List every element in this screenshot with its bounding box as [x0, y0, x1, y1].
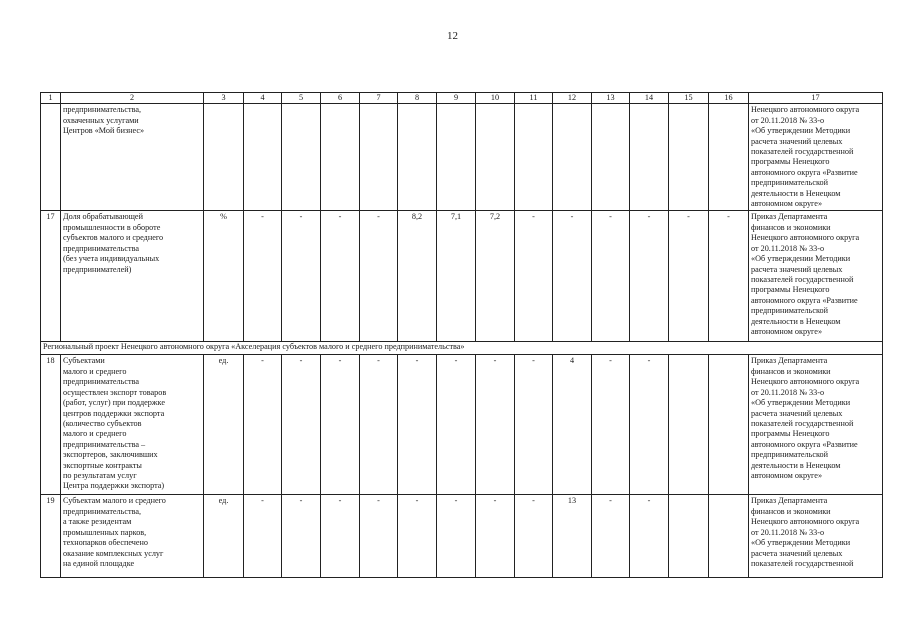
header-col-11: 11	[515, 93, 553, 104]
source-document	[749, 355, 883, 495]
indicator-name-line: предпринимательства	[63, 243, 139, 253]
source-document-line: «Об утверждении Методики	[751, 126, 851, 136]
value-cell-col-10: -	[476, 355, 515, 495]
value-cell-col-8: -	[398, 495, 437, 578]
indicators-table	[40, 92, 883, 578]
source-document-line: программы Ненецкого	[751, 429, 830, 439]
source-document-line: «Об утверждении Методики	[751, 254, 851, 264]
source-document-line: Ненецкого автономного округа	[751, 517, 860, 527]
value-cell-col-7	[360, 104, 398, 211]
source-document-line: финансов и экономики	[751, 366, 831, 376]
value-cell-col-14: -	[630, 211, 669, 342]
indicator-name-line: (без учета индивидуальных	[63, 254, 160, 264]
value-cell-col-15	[669, 355, 709, 495]
source-document-line: предпринимательской	[751, 306, 829, 316]
table-row	[41, 211, 883, 342]
source-document-line: автономном округе»	[751, 470, 823, 480]
value-cell-col-15	[669, 495, 709, 578]
header-col-15: 15	[669, 93, 709, 104]
source-document-line: показателей государственной	[751, 418, 854, 428]
header-col-10: 10	[476, 93, 515, 104]
indicator-name-line: предпринимателей)	[63, 264, 132, 274]
value-cell-col-6: -	[321, 495, 360, 578]
indicator-name	[61, 104, 204, 211]
source-document-line: предпринимательской	[751, 450, 829, 460]
source-document-line: «Об утверждении Методики	[751, 398, 851, 408]
section-row	[41, 342, 883, 355]
value-cell-col-6: -	[321, 211, 360, 342]
row-number: 19	[41, 495, 61, 578]
indicator-name-line: малого и среднего	[63, 366, 127, 376]
value-cell-col-9: -	[437, 355, 476, 495]
source-document-line: автономном округе»	[751, 199, 823, 209]
indicator-name-line: промышленности в обороте	[63, 222, 161, 232]
value-cell-col-10	[476, 104, 515, 211]
value-cell-col-11: -	[515, 355, 553, 495]
indicator-name-line: субъектов малого и среднего	[63, 233, 164, 243]
indicator-name-line: (количество субъектов	[63, 418, 142, 428]
value-cell-col-16: -	[709, 211, 749, 342]
header-col-4: 4	[244, 93, 282, 104]
source-document-line: Приказ Департамента	[751, 496, 828, 506]
indicator-name-line: промышленных парков,	[63, 527, 147, 537]
value-cell-col-9: 7,1	[437, 211, 476, 342]
value-cell-col-4	[244, 104, 282, 211]
source-document-line: Ненецкого автономного округа	[751, 105, 860, 115]
indicator-name-line: технопарков обеспечено	[63, 538, 149, 548]
value-cell-col-4: -	[244, 355, 282, 495]
value-cell-col-13	[592, 104, 630, 211]
source-document-line: Приказ Департамента	[751, 212, 828, 222]
source-document	[749, 104, 883, 211]
row-number	[41, 104, 61, 211]
indicator-name-line: на единой площадке	[63, 558, 135, 568]
source-document-line: расчета значений целевых	[751, 264, 843, 274]
indicator-name-line: (работ, услуг) при поддержке	[63, 398, 165, 408]
header-col-6: 6	[321, 93, 360, 104]
source-document-line: предпринимательской	[751, 178, 829, 188]
source-document-line: показателей государственной	[751, 558, 854, 568]
value-cell-col-11	[515, 104, 553, 211]
value-cell-col-14: -	[630, 495, 669, 578]
indicator-name-line: осуществлен экспорт товаров	[63, 387, 167, 397]
indicator-name-line: по результатам услуг	[63, 470, 137, 480]
source-document-line: автономного округа «Развитие	[751, 167, 858, 177]
value-cell-col-7: -	[360, 211, 398, 342]
value-cell-col-10: -	[476, 495, 515, 578]
source-document-line: финансов и экономики	[751, 222, 831, 232]
source-document-line: показателей государственной	[751, 147, 854, 157]
header-col-5: 5	[282, 93, 321, 104]
source-document-line: от 20.11.2018 № 33-о	[751, 243, 825, 253]
indicator-name-line: предпринимательства –	[63, 439, 146, 449]
indicator-name	[61, 495, 204, 578]
source-document-line: от 20.11.2018 № 33-о	[751, 527, 825, 537]
value-cell-col-6: -	[321, 355, 360, 495]
unit-cell: ед.	[204, 355, 244, 495]
value-cell-col-15	[669, 104, 709, 211]
value-cell-col-12: -	[553, 211, 592, 342]
value-cell-col-9: -	[437, 495, 476, 578]
indicator-name-line: Субъектами	[63, 356, 105, 366]
header-col-2: 2	[61, 93, 204, 104]
unit-cell	[204, 104, 244, 211]
value-cell-col-13: -	[592, 495, 630, 578]
value-cell-col-12	[553, 104, 592, 211]
value-cell-col-16	[709, 495, 749, 578]
value-cell-col-8	[398, 104, 437, 211]
header-col-3: 3	[204, 93, 244, 104]
value-cell-col-6	[321, 104, 360, 211]
source-document	[749, 211, 883, 342]
value-cell-col-11: -	[515, 211, 553, 342]
indicator-name	[61, 355, 204, 495]
indicator-name-line: Центров «Мой бизнес»	[63, 126, 145, 136]
value-cell-col-7: -	[360, 495, 398, 578]
value-cell-col-4: -	[244, 495, 282, 578]
header-col-9: 9	[437, 93, 476, 104]
source-document	[749, 495, 883, 578]
table-row	[41, 104, 883, 211]
source-document-line: деятельности в Ненецком	[751, 460, 841, 470]
value-cell-col-10: 7,2	[476, 211, 515, 342]
value-cell-col-8: -	[398, 355, 437, 495]
value-cell-col-7: -	[360, 355, 398, 495]
value-cell-col-16	[709, 104, 749, 211]
source-document-line: Приказ Департамента	[751, 356, 828, 366]
source-document-line: программы Ненецкого	[751, 285, 830, 295]
indicator-name-line: центров поддержки экспорта	[63, 408, 165, 418]
header-col-13: 13	[592, 93, 630, 104]
value-cell-col-14	[630, 104, 669, 211]
value-cell-col-11: -	[515, 495, 553, 578]
value-cell-col-12: 4	[553, 355, 592, 495]
source-document-line: расчета значений целевых	[751, 548, 843, 558]
source-document-line: показателей государственной	[751, 274, 854, 284]
section-title: Региональный проект Ненецкого автономного округа «Акселерация субъектов малого и среднего предпринимательства»	[41, 342, 883, 355]
header-row	[41, 93, 883, 104]
indicator-name-line: предпринимательства	[63, 377, 139, 387]
source-document-line: расчета значений целевых	[751, 408, 843, 418]
value-cell-col-5	[282, 104, 321, 211]
value-cell-col-16	[709, 355, 749, 495]
value-cell-col-5: -	[282, 355, 321, 495]
source-document-line: автономного округа «Развитие	[751, 439, 858, 449]
source-document-line: деятельности в Ненецком	[751, 188, 841, 198]
indicator-name	[61, 211, 204, 342]
value-cell-col-13: -	[592, 211, 630, 342]
header-col-14: 14	[630, 93, 669, 104]
value-cell-col-4: -	[244, 211, 282, 342]
row-number: 18	[41, 355, 61, 495]
source-document-line: Ненецкого автономного округа	[751, 377, 860, 387]
header-col-1: 1	[41, 93, 61, 104]
value-cell-col-8: 8,2	[398, 211, 437, 342]
table-body	[41, 93, 883, 578]
indicator-name-line: предпринимательства,	[63, 506, 142, 516]
source-document-line: автономном округе»	[751, 326, 823, 336]
source-document-line: от 20.11.2018 № 33-о	[751, 387, 825, 397]
header-col-17: 17	[749, 93, 883, 104]
source-document-line: автономного округа «Развитие	[751, 295, 858, 305]
indicator-name-line: а также резидентам	[63, 517, 132, 527]
unit-cell: %	[204, 211, 244, 342]
source-document-line: Ненецкого автономного округа	[751, 233, 860, 243]
indicator-name-line: малого и среднего	[63, 429, 127, 439]
indicator-name-line: экспортеров, заключивших	[63, 450, 158, 460]
indicator-name-line: Центра поддержки экспорта)	[63, 481, 165, 491]
page-number: 12	[447, 30, 458, 42]
source-document-line: финансов и экономики	[751, 506, 831, 516]
unit-cell: ед.	[204, 495, 244, 578]
value-cell-col-9	[437, 104, 476, 211]
indicator-name-line: Доля обрабатывающей	[63, 212, 143, 222]
table-row	[41, 355, 883, 495]
value-cell-col-15: -	[669, 211, 709, 342]
indicator-name-line: охваченных услугами	[63, 115, 139, 125]
value-cell-col-5: -	[282, 495, 321, 578]
value-cell-col-5: -	[282, 211, 321, 342]
table-row	[41, 495, 883, 578]
value-cell-col-12: 13	[553, 495, 592, 578]
value-cell-col-14: -	[630, 355, 669, 495]
source-document-line: от 20.11.2018 № 33-о	[751, 115, 825, 125]
source-document-line: деятельности в Ненецком	[751, 316, 841, 326]
header-col-16: 16	[709, 93, 749, 104]
indicator-name-line: оказание комплексных услуг	[63, 548, 164, 558]
source-document-line: программы Ненецкого	[751, 157, 830, 167]
header-col-7: 7	[360, 93, 398, 104]
indicator-name-line: экспортные контракты	[63, 460, 142, 470]
value-cell-col-13: -	[592, 355, 630, 495]
row-number: 17	[41, 211, 61, 342]
source-document-line: расчета значений целевых	[751, 136, 843, 146]
header-col-8: 8	[398, 93, 437, 104]
header-col-12: 12	[553, 93, 592, 104]
indicator-name-line: Субъектам малого и среднего	[63, 496, 166, 506]
indicator-name-line: предпринимательства,	[63, 105, 142, 115]
source-document-line: «Об утверждении Методики	[751, 538, 851, 548]
